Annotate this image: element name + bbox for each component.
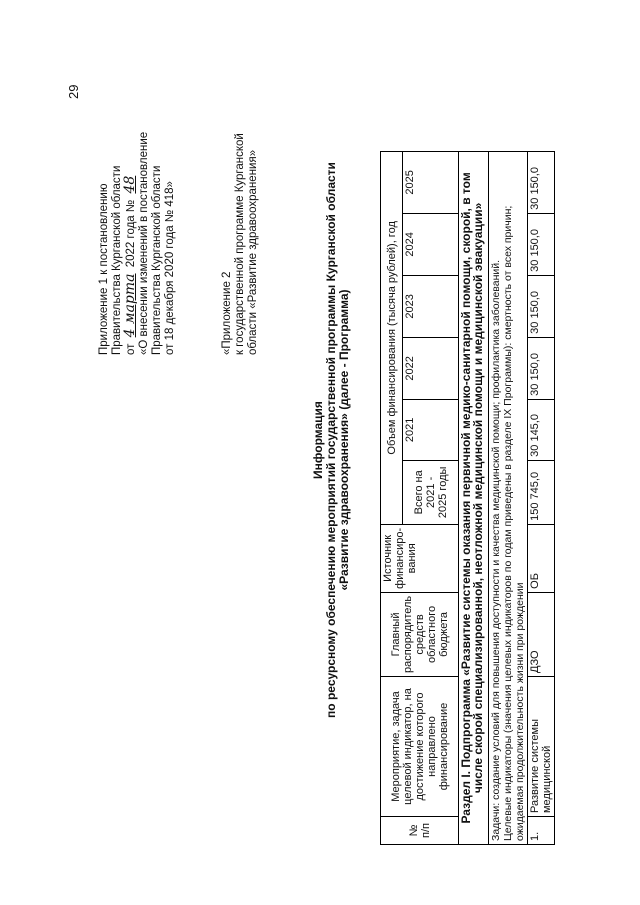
- row-num: 1.: [528, 817, 555, 845]
- page-number: 29: [66, 84, 81, 99]
- row-manager: ДЗО: [528, 592, 555, 676]
- header-num: № п/п: [381, 817, 459, 845]
- row-measure: Развитие системы медицинской: [528, 677, 555, 817]
- title-line: Информация: [311, 401, 325, 479]
- header-volume: Объем финансирования (тысяча рублей), год: [381, 151, 403, 524]
- appendix-2-block: [221, 35, 260, 355]
- appendix-1-line: Приложение 1 к постановлению: [98, 183, 110, 355]
- appendix-2-line: области «Развитие здравоохранения»: [246, 149, 259, 355]
- header-year: 2022: [403, 337, 459, 399]
- row-source: ОБ: [528, 524, 555, 592]
- appendix-1-block: [98, 25, 176, 355]
- row-2024: 30 150,0: [528, 213, 555, 275]
- header-year: 2025: [403, 151, 459, 213]
- section-title: Раздел I. Подпрограмма «Развитие системы оказания первичной медико-санитарной помощи, скорой, в том числе скорой специализированной, неотложной медицинской помощи и медицинской эвакуации»: [459, 151, 489, 844]
- tasks-text: Задачи: создание условий для повышения доступности и качества медицинской помощи; профилактика заболеваний.: [490, 259, 502, 841]
- tasks-row: [489, 151, 528, 844]
- appendix-2-line: «Приложение 2: [221, 271, 233, 355]
- appendix-1-date-line: [121, 25, 138, 355]
- row-total: 150 745,0: [528, 460, 555, 524]
- row-2025: 30 150,0: [528, 151, 555, 213]
- appendix-1-line: Правительства Курганской области: [150, 165, 163, 355]
- section-row: [459, 151, 489, 844]
- row-2022: 30 150,0: [528, 337, 555, 399]
- header-source: Источник финансиро-вания: [381, 524, 459, 592]
- handwritten-date: 4 марта: [121, 273, 138, 338]
- appendix-1-line: «О внесении изменений в постановление: [137, 131, 150, 355]
- title-line: по ресурсному обеспечению мероприятий государственной программы Курганской области: [324, 162, 338, 718]
- date-year-label: 2022 года №: [124, 199, 137, 268]
- header-measure: Мероприятие, задача целевой индикатор, на достижение которого направлено финансирование: [381, 677, 459, 817]
- funding-table: [380, 151, 555, 845]
- header-year: 2023: [403, 275, 459, 337]
- header-year: 2024: [403, 213, 459, 275]
- title-line: «Развитие здравоохранения» (далее - Программа): [337, 289, 351, 591]
- row-2021: 30 145,0: [528, 399, 555, 460]
- header-manager: Главный распорядитель средств областного бюджета: [381, 592, 459, 676]
- header-year: 2021: [403, 399, 459, 460]
- indicators-text: Целевые индикаторы (значения целевых индикаторов по годам приведены в разделе IX Программы): смертность от всех причин; ожидаемая продолжительность жизни при рождении: [502, 205, 526, 841]
- handwritten-number: 48: [121, 175, 138, 194]
- date-prefix: от: [124, 343, 137, 355]
- appendix-2-line: к государственной программе Курганской: [233, 133, 246, 355]
- row-2023: 30 150,0: [528, 275, 555, 337]
- document-title: [312, 155, 351, 725]
- tasks-cell: [489, 151, 528, 844]
- appendix-1-line: Правительства Курганской области: [110, 165, 123, 355]
- appendix-1-line: от 18 декабря 2020 года № 418»: [163, 181, 176, 355]
- table-row: [528, 151, 555, 844]
- table-header-row: [381, 151, 403, 844]
- header-total: Всего на 2021 - 2025 годы: [403, 460, 459, 524]
